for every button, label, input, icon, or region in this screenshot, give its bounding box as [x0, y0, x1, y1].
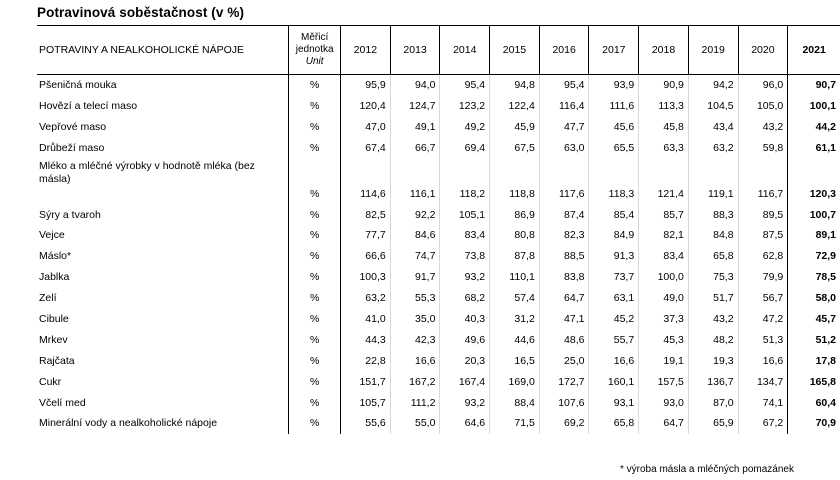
value-cell-2017: 91,3	[589, 246, 639, 267]
value-cell-2013: 55,3	[390, 288, 440, 309]
value-cell-2018: 83,4	[639, 246, 689, 267]
value-cell-2017: 65,8	[589, 413, 639, 434]
value-cell-2018: 93,0	[639, 392, 689, 413]
value-cell-2017: 160,1	[589, 371, 639, 392]
row-unit: %	[289, 350, 341, 371]
value-cell-2018: 45,8	[639, 116, 689, 137]
value-cell-2019: 94,2	[688, 75, 738, 96]
value-cell-2012: 120,4	[341, 95, 391, 116]
value-cell-2014: 40,3	[440, 309, 490, 330]
year-header-2012: 2012	[341, 26, 391, 75]
value-cell-2013: 111,2	[390, 392, 440, 413]
value-cell-2012: 41,0	[341, 309, 391, 330]
table-row	[37, 225, 840, 246]
row-unit: %	[289, 329, 341, 350]
value-cell-2021: 120,3	[788, 158, 840, 204]
value-cell-2015: 45,9	[490, 116, 540, 137]
value-cell-2015: 80,8	[490, 225, 540, 246]
value-cell-2021: 89,1	[788, 225, 840, 246]
row-unit: %	[289, 225, 341, 246]
value-cell-2015: 110,1	[490, 267, 540, 288]
value-cell-2017: 45,6	[589, 116, 639, 137]
value-cell-2013: 66,7	[390, 137, 440, 158]
self-sufficiency-table	[37, 25, 840, 434]
value-cell-2018: 63,3	[639, 137, 689, 158]
year-header-2013: 2013	[390, 26, 440, 75]
value-cell-2021: 58,0	[788, 288, 840, 309]
value-cell-2021: 100,7	[788, 204, 840, 225]
category-header: POTRAVINY A NEALKOHOLICKÉ NÁPOJE	[37, 26, 289, 75]
value-cell-2016: 88,5	[539, 246, 589, 267]
value-cell-2019: 19,3	[688, 350, 738, 371]
value-cell-2021: 78,5	[788, 267, 840, 288]
value-cell-2018: 85,7	[639, 204, 689, 225]
row-name: Pšeničná mouka	[39, 79, 117, 92]
value-cell-2020: 116,7	[738, 158, 788, 204]
value-cell-2018: 121,4	[639, 158, 689, 204]
footnote: * výroba másla a mléčných pomazánek	[620, 464, 794, 475]
row-unit: %	[289, 158, 341, 204]
value-cell-2016: 69,2	[539, 413, 589, 434]
row-name: Sýry a tvaroh	[39, 208, 101, 221]
table-row	[37, 116, 840, 137]
value-cell-2016: 64,7	[539, 288, 589, 309]
value-cell-2019: 48,2	[688, 329, 738, 350]
value-cell-2017: 118,3	[589, 158, 639, 204]
value-cell-2021: 60,4	[788, 392, 840, 413]
value-cell-2019: 63,2	[688, 137, 738, 158]
value-cell-2015: 44,6	[490, 329, 540, 350]
value-cell-2013: 49,1	[390, 116, 440, 137]
value-cell-2014: 95,4	[440, 75, 490, 96]
value-cell-2021: 45,7	[788, 309, 840, 330]
value-cell-2020: 51,3	[738, 329, 788, 350]
value-cell-2012: 82,5	[341, 204, 391, 225]
row-name: Mléko a mléčné výrobky v hodnotě mléka (bez másla)	[39, 160, 255, 186]
value-cell-2013: 16,6	[390, 350, 440, 371]
value-cell-2021: 72,9	[788, 246, 840, 267]
value-cell-2012: 95,9	[341, 75, 391, 96]
value-cell-2014: 123,2	[440, 95, 490, 116]
value-cell-2015: 71,5	[490, 413, 540, 434]
value-cell-2017: 45,2	[589, 309, 639, 330]
value-cell-2014: 93,2	[440, 267, 490, 288]
value-cell-2018: 19,1	[639, 350, 689, 371]
value-cell-2021: 61,1	[788, 137, 840, 158]
value-cell-2019: 104,5	[688, 95, 738, 116]
value-cell-2020: 43,2	[738, 116, 788, 137]
value-cell-2019: 43,4	[688, 116, 738, 137]
value-cell-2014: 105,1	[440, 204, 490, 225]
row-name: Vepřové maso	[39, 120, 107, 133]
row-name: Minerální vody a nealkoholické nápoje	[39, 417, 218, 430]
year-header-2020: 2020	[738, 26, 788, 75]
row-name: Drůbeží maso	[39, 141, 105, 154]
value-cell-2016: 95,4	[539, 75, 589, 96]
value-cell-2017: 93,1	[589, 392, 639, 413]
value-cell-2012: 105,7	[341, 392, 391, 413]
table-row	[37, 75, 840, 96]
value-cell-2015: 88,4	[490, 392, 540, 413]
table-row	[37, 413, 840, 434]
value-cell-2012: 114,6	[341, 158, 391, 204]
value-cell-2017: 85,4	[589, 204, 639, 225]
row-unit: %	[289, 246, 341, 267]
value-cell-2018: 45,3	[639, 329, 689, 350]
value-cell-2018: 157,5	[639, 371, 689, 392]
table-row	[37, 95, 840, 116]
value-cell-2013: 94,0	[390, 75, 440, 96]
value-cell-2015: 86,9	[490, 204, 540, 225]
value-cell-2014: 83,4	[440, 225, 490, 246]
value-cell-2018: 82,1	[639, 225, 689, 246]
value-cell-2013: 74,7	[390, 246, 440, 267]
table-body	[37, 75, 840, 434]
value-cell-2018: 113,3	[639, 95, 689, 116]
value-cell-2018: 49,0	[639, 288, 689, 309]
value-cell-2015: 169,0	[490, 371, 540, 392]
row-name: Cibule	[39, 312, 69, 325]
value-cell-2012: 67,4	[341, 137, 391, 158]
value-cell-2014: 69,4	[440, 137, 490, 158]
unit-header-line3: Unit	[305, 56, 324, 67]
value-cell-2012: 66,6	[341, 246, 391, 267]
value-cell-2013: 35,0	[390, 309, 440, 330]
value-cell-2012: 63,2	[341, 288, 391, 309]
value-cell-2012: 47,0	[341, 116, 391, 137]
value-cell-2019: 65,8	[688, 246, 738, 267]
value-cell-2013: 124,7	[390, 95, 440, 116]
value-cell-2014: 49,2	[440, 116, 490, 137]
value-cell-2014: 68,2	[440, 288, 490, 309]
value-cell-2013: 84,6	[390, 225, 440, 246]
value-cell-2017: 84,9	[589, 225, 639, 246]
value-cell-2020: 87,5	[738, 225, 788, 246]
year-header-2017: 2017	[589, 26, 639, 75]
value-cell-2016: 63,0	[539, 137, 589, 158]
row-name: Jablka	[39, 271, 70, 284]
value-cell-2020: 47,2	[738, 309, 788, 330]
value-cell-2015: 57,4	[490, 288, 540, 309]
value-cell-2019: 119,1	[688, 158, 738, 204]
table-row	[37, 350, 840, 371]
value-cell-2016: 48,6	[539, 329, 589, 350]
value-cell-2016: 25,0	[539, 350, 589, 371]
value-cell-2016: 87,4	[539, 204, 589, 225]
value-cell-2021: 165,8	[788, 371, 840, 392]
value-cell-2015: 94,8	[490, 75, 540, 96]
value-cell-2020: 79,9	[738, 267, 788, 288]
row-unit: %	[289, 204, 341, 225]
value-cell-2021: 44,2	[788, 116, 840, 137]
unit-header	[289, 26, 341, 75]
value-cell-2013: 92,2	[390, 204, 440, 225]
value-cell-2020: 96,0	[738, 75, 788, 96]
value-cell-2018: 100,0	[639, 267, 689, 288]
row-unit: %	[289, 116, 341, 137]
row-unit: %	[289, 288, 341, 309]
value-cell-2021: 70,9	[788, 413, 840, 434]
row-unit: %	[289, 413, 341, 434]
value-cell-2019: 75,3	[688, 267, 738, 288]
row-name: Zelí	[39, 292, 57, 305]
value-cell-2016: 47,7	[539, 116, 589, 137]
row-name: Rajčata	[39, 354, 75, 367]
table-row	[37, 329, 840, 350]
value-cell-2015: 31,2	[490, 309, 540, 330]
table-header	[37, 26, 840, 75]
table-row	[37, 267, 840, 288]
value-cell-2015: 16,5	[490, 350, 540, 371]
unit-header-line1: Měřicí	[301, 32, 329, 43]
value-cell-2014: 93,2	[440, 392, 490, 413]
row-unit: %	[289, 95, 341, 116]
value-cell-2018: 90,9	[639, 75, 689, 96]
value-cell-2019: 136,7	[688, 371, 738, 392]
row-unit: %	[289, 137, 341, 158]
value-cell-2020: 16,6	[738, 350, 788, 371]
year-header-2021: 2021	[788, 26, 840, 75]
value-cell-2019: 51,7	[688, 288, 738, 309]
header-row	[37, 26, 840, 75]
value-cell-2017: 16,6	[589, 350, 639, 371]
value-cell-2019: 65,9	[688, 413, 738, 434]
value-cell-2020: 56,7	[738, 288, 788, 309]
value-cell-2020: 59,8	[738, 137, 788, 158]
value-cell-2019: 84,8	[688, 225, 738, 246]
value-cell-2016: 172,7	[539, 371, 589, 392]
year-header-2018: 2018	[639, 26, 689, 75]
value-cell-2020: 62,8	[738, 246, 788, 267]
year-header-2014: 2014	[440, 26, 490, 75]
row-unit: %	[289, 371, 341, 392]
value-cell-2015: 122,4	[490, 95, 540, 116]
value-cell-2015: 67,5	[490, 137, 540, 158]
year-header-2015: 2015	[490, 26, 540, 75]
value-cell-2021: 90,7	[788, 75, 840, 96]
value-cell-2017: 63,1	[589, 288, 639, 309]
value-cell-2017: 111,6	[589, 95, 639, 116]
row-unit: %	[289, 392, 341, 413]
table-row	[37, 246, 840, 267]
value-cell-2013: 167,2	[390, 371, 440, 392]
value-cell-2012: 77,7	[341, 225, 391, 246]
value-cell-2020: 134,7	[738, 371, 788, 392]
value-cell-2020: 89,5	[738, 204, 788, 225]
row-name: Máslo*	[39, 250, 72, 263]
value-cell-2014: 49,6	[440, 329, 490, 350]
row-name: Hovězí a telecí maso	[39, 99, 138, 112]
table-row	[37, 158, 840, 204]
value-cell-2017: 73,7	[589, 267, 639, 288]
value-cell-2016: 116,4	[539, 95, 589, 116]
value-cell-2016: 83,8	[539, 267, 589, 288]
value-cell-2014: 118,2	[440, 158, 490, 204]
value-cell-2013: 55,0	[390, 413, 440, 434]
table-title: Potravinová soběstačnost (v %)	[37, 5, 245, 20]
value-cell-2016: 117,6	[539, 158, 589, 204]
value-cell-2020: 74,1	[738, 392, 788, 413]
value-cell-2014: 20,3	[440, 350, 490, 371]
value-cell-2021: 17,8	[788, 350, 840, 371]
table-row	[37, 392, 840, 413]
value-cell-2012: 22,8	[341, 350, 391, 371]
value-cell-2013: 91,7	[390, 267, 440, 288]
value-cell-2014: 73,8	[440, 246, 490, 267]
value-cell-2013: 116,1	[390, 158, 440, 204]
value-cell-2016: 82,3	[539, 225, 589, 246]
value-cell-2019: 87,0	[688, 392, 738, 413]
row-unit: %	[289, 309, 341, 330]
row-unit: %	[289, 75, 341, 96]
value-cell-2017: 65,5	[589, 137, 639, 158]
year-header-2016: 2016	[539, 26, 589, 75]
value-cell-2019: 43,2	[688, 309, 738, 330]
value-cell-2021: 100,1	[788, 95, 840, 116]
value-cell-2014: 167,4	[440, 371, 490, 392]
value-cell-2020: 67,2	[738, 413, 788, 434]
row-unit: %	[289, 267, 341, 288]
value-cell-2012: 55,6	[341, 413, 391, 434]
value-cell-2018: 64,7	[639, 413, 689, 434]
value-cell-2015: 87,8	[490, 246, 540, 267]
value-cell-2012: 100,3	[341, 267, 391, 288]
table-row	[37, 137, 840, 158]
value-cell-2012: 151,7	[341, 371, 391, 392]
value-cell-2017: 55,7	[589, 329, 639, 350]
table-row	[37, 288, 840, 309]
row-name: Vejce	[39, 229, 65, 242]
value-cell-2012: 44,3	[341, 329, 391, 350]
table-row	[37, 309, 840, 330]
value-cell-2019: 88,3	[688, 204, 738, 225]
year-header-2019: 2019	[688, 26, 738, 75]
value-cell-2013: 42,3	[390, 329, 440, 350]
value-cell-2015: 118,8	[490, 158, 540, 204]
value-cell-2014: 64,6	[440, 413, 490, 434]
unit-header-line2: jednotka	[295, 44, 334, 55]
table-row	[37, 204, 840, 225]
value-cell-2016: 47,1	[539, 309, 589, 330]
value-cell-2017: 93,9	[589, 75, 639, 96]
table-row	[37, 371, 840, 392]
value-cell-2021: 51,2	[788, 329, 840, 350]
value-cell-2018: 37,3	[639, 309, 689, 330]
value-cell-2016: 107,6	[539, 392, 589, 413]
row-name: Mrkev	[39, 333, 68, 346]
value-cell-2020: 105,0	[738, 95, 788, 116]
row-name: Cukr	[39, 375, 62, 388]
row-name: Včelí med	[39, 396, 86, 409]
